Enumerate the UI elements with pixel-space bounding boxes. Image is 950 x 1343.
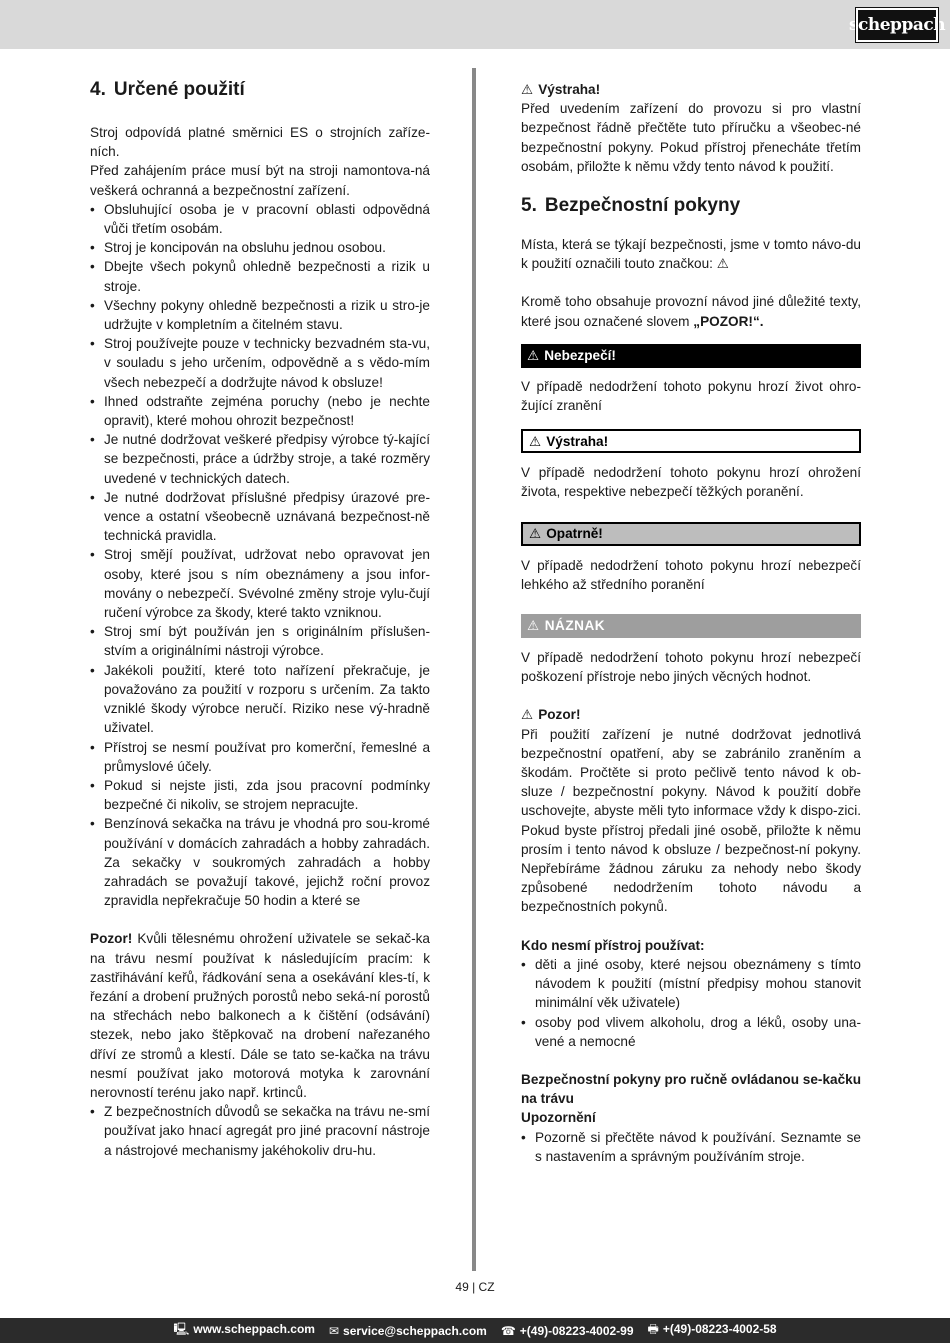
pozor-paragraph: Pozor! Kvůli tělesnému ohrožení uživatele se sekač-ka na trávu nesmí používat k následujícím pracím: k zastřihávání keřů, řádkování sena a osekávání kles-tí, k řezání a drobení pružných porostů nebo seká-ní porostů na střechách nebo balkonech a k čištění (odsávání) stezek, nebo jako štěpkovač na drobení nařezaného dříví ze stromů a klestí. Dále se tato se-kačka na trávu nesmí používat jako motorová motyka k zarovnání nerovností terénu jako např. krtinců. xyxy=(90,931,430,1100)
danger-banner: ⚠ Nebezpečí! xyxy=(521,344,861,368)
notice-banner: ⚠ NÁZNAK xyxy=(521,614,861,638)
danger-paragraph: V případě nedodržení tohoto pokynu hrozí život ohro-žující zranění xyxy=(521,378,861,414)
footer-phone: ☎ +(49)-08223-4002-99 xyxy=(500,1323,634,1338)
warning-triangle-icon: ⚠ xyxy=(521,707,534,723)
who-heading: Kdo nesmí přístroj používat: xyxy=(521,937,705,953)
computer-icon: 🖳 xyxy=(173,1322,190,1336)
footer-mail[interactable]: ✉ service@scheppach.com xyxy=(328,1323,487,1338)
fax-icon: 🖶 xyxy=(647,1322,659,1336)
header-bar xyxy=(0,0,950,49)
warning-heading: ⚠ Výstraha! xyxy=(521,82,601,97)
list-item: • Stroj smí být používán jen s originálním příslušen-stvím a originálními nástroji výrobce. xyxy=(90,622,430,660)
list-item: • Benzínová sekačka na trávu je vhodná pro sou-kromé používání v domácích zahradách a hobby zahradách. Za sekačky v soukromých zahradách a hobby zahradách se považují takové, jejichž roční provoz zpravidla nepřekračuje 50 hodin a které se xyxy=(90,814,430,910)
list-item: • Je nutné dodržovat příslušné předpisy úrazové pre-vence a ostatní všeobecně uznávaná bezpečnost-ně technická pravidla. xyxy=(90,488,430,546)
list-item: • Přístroj se nesmí používat pro komerční, řemeslné a průmyslové účely. xyxy=(90,738,430,776)
footer-web[interactable]: 🖳 www.scheppach.com xyxy=(173,1322,315,1336)
warning-triangle-icon: ⚠ xyxy=(529,433,542,449)
notice-subheading: Upozornění xyxy=(521,1110,596,1126)
list-item: • Všechny pokyny ohledně bezpečnosti a rizik u stro-je udržujte v kompletním a čitelném stavu. xyxy=(90,296,430,334)
list-item: • Stroj je koncipován na obsluhu jednou osobou. xyxy=(90,238,430,257)
pozor-heading: ⚠ Pozor! xyxy=(521,707,581,723)
warning-triangle-icon: ⚠ xyxy=(527,348,540,364)
notice-paragraph: V případě nedodržení tohoto pokynu hrozí nebezpečí poškození přístroje nebo jiných věcných hodnot. xyxy=(521,650,861,685)
list-item: • Pokud si nejste jisti, zda jsou pracovní podmínky bezpečné či nikoliv, se strojem nepracujte. xyxy=(90,776,430,814)
warning-triangle-icon: ⚠ xyxy=(527,618,540,634)
paragraph: Místa, která se týkají bezpečnosti, jsme v tomto návo-du k použití označili touto značkou: ⚠ xyxy=(521,237,861,272)
footer-bar xyxy=(0,1318,950,1343)
list-item: • Je nutné dodržovat veškeré předpisy výrobce tý-kající se bezpečnosti, práce a údržby stroje, a také rozměry uvedené v technických datech. xyxy=(90,430,430,488)
list-item: • děti a jiné osoby, které nejsou obeznámeny s tímto návodem k použití (místní předpisy mohou stanovit minimální věk uživatele) xyxy=(521,955,861,1013)
column-divider xyxy=(472,68,476,1271)
brand-logo: scheppach xyxy=(856,8,938,42)
mail-icon: ✉ xyxy=(328,1323,340,1338)
caution-paragraph: V případě nedodržení tohoto pokynu hrozí nebezpečí lehkého až středního poranění xyxy=(521,557,861,592)
pozor-paragraph: Při použití zařízení je nutné dodržovat jednotlivá bezpečnostní opatření, aby se zabránilo zraněním a škodám. Pročtěte si proto pečlivě tento návod k ob-sluze / bezpečnostní pokyny. Návod k použití dobře uschovejte, abyste měli tyto informace vždy k dispo-zici. Pokud byste přístroj předali jiné osobě, přiložte k němu prosím i tento návod k obsluze / bezpečnost-ní pokyny. Nepřebíráme žádnou záruku za nehody nebo škody způsobené nedodržením tohoto návodu a bezpečnostních pokynů. xyxy=(521,726,861,915)
intro-paragraph: Před zahájením práce musí být na stroji namontova-ná veškerá ochranná a bezpečnostní zařízení. xyxy=(90,163,430,198)
list-item: • Stroj smějí používat, udržovat nebo opravovat jen osoby, které jsou s ním obeznámeny a jsou infor-movány o nebezpečí. Svévolné změny stroje vylu-čují ručení výrobce za škody, které takto vzniknou. xyxy=(90,545,430,622)
list-item: • osoby pod vlivem alkoholu, drog a léků, osoby una-vené a nemocné xyxy=(521,1013,861,1051)
usage-list-2 xyxy=(90,1102,430,1160)
page-number: 49 | CZ xyxy=(455,1280,495,1294)
who-list xyxy=(521,955,861,1051)
section-5-heading: 5. Bezpečnostní pokyny xyxy=(521,195,741,217)
usage-list xyxy=(90,200,430,911)
warning-triangle-icon: ⚠ xyxy=(529,526,542,542)
list-item: • Obsluhující osoba je v pracovní oblasti odpovědná vůči třetím osobám. xyxy=(90,200,430,238)
list-item: • Pozorně si přečtěte návod k používání. Seznamte se s nastavením a správným používáním stroje. xyxy=(521,1128,861,1166)
warning-banner: ⚠ Výstraha! xyxy=(521,429,861,453)
list-item: • Z bezpečnostních důvodů se sekačka na trávu ne-smí používat jako hnací agregát pro jiné pracovní nástroje a nástrojové mechanismy jakéhokoliv dru-hu. xyxy=(90,1102,430,1160)
intro-paragraph: Stroj odpovídá platné směrnici ES o strojních zaříze-ních. xyxy=(90,125,430,160)
phone-icon: ☎ xyxy=(500,1323,516,1338)
list-item: • Jakékoli použití, které toto nařízení překračuje, je považováno za použití v rozporu s určením. Za takto vzniklé škody výrobce neručí. Riziko nese vý-hradně uživatel. xyxy=(90,661,430,738)
manual-heading: Bezpečnostní pokyny pro ručně ovládanou se-kačku na trávu xyxy=(521,1071,861,1107)
left-column xyxy=(90,70,430,1160)
list-item: • Ihned odstraňte zejména poruchy (nebo je nechte opravit), které mohou ohrozit bezpečnost! xyxy=(90,392,430,430)
paragraph: Kromě toho obsahuje provozní návod jiné důležité texty, které jsou označené slovem „POZOR!“. xyxy=(521,294,861,329)
list-item: • Dbejte všech pokynů ohledně bezpečnosti a rizik u stroje. xyxy=(90,257,430,295)
caution-banner: ⚠ Opatrně! xyxy=(521,522,861,546)
warning-paragraph: Před uvedením zařízení do provozu si pro vlastní bezpečnost řádně přečtěte tuto příručku a všeobec-né bezpečnostní pokyny. Pokud přístroj přenecháte třetím osobám, přiložte k němu vždy tento návod k použití. xyxy=(521,101,861,174)
warning-triangle-icon: ⚠ xyxy=(521,82,534,97)
upoz-list xyxy=(521,1128,861,1166)
footer-fax: 🖶 +(49)-08223-4002-58 xyxy=(647,1322,777,1336)
warning-paragraph: V případě nedodržení tohoto pokynu hrozí ohrožení života, respektive nebezpečí těžkých poranění. xyxy=(521,465,861,500)
right-column xyxy=(521,80,861,1166)
section-4-heading: 4. Určené použití xyxy=(90,79,245,100)
list-item: • Stroj používejte pouze v technicky bezvadném sta-vu, v souladu s jeho určením, odpovědně a s vědo-mím všech nebezpečí a dodržujte návod k obsluze! xyxy=(90,334,430,392)
